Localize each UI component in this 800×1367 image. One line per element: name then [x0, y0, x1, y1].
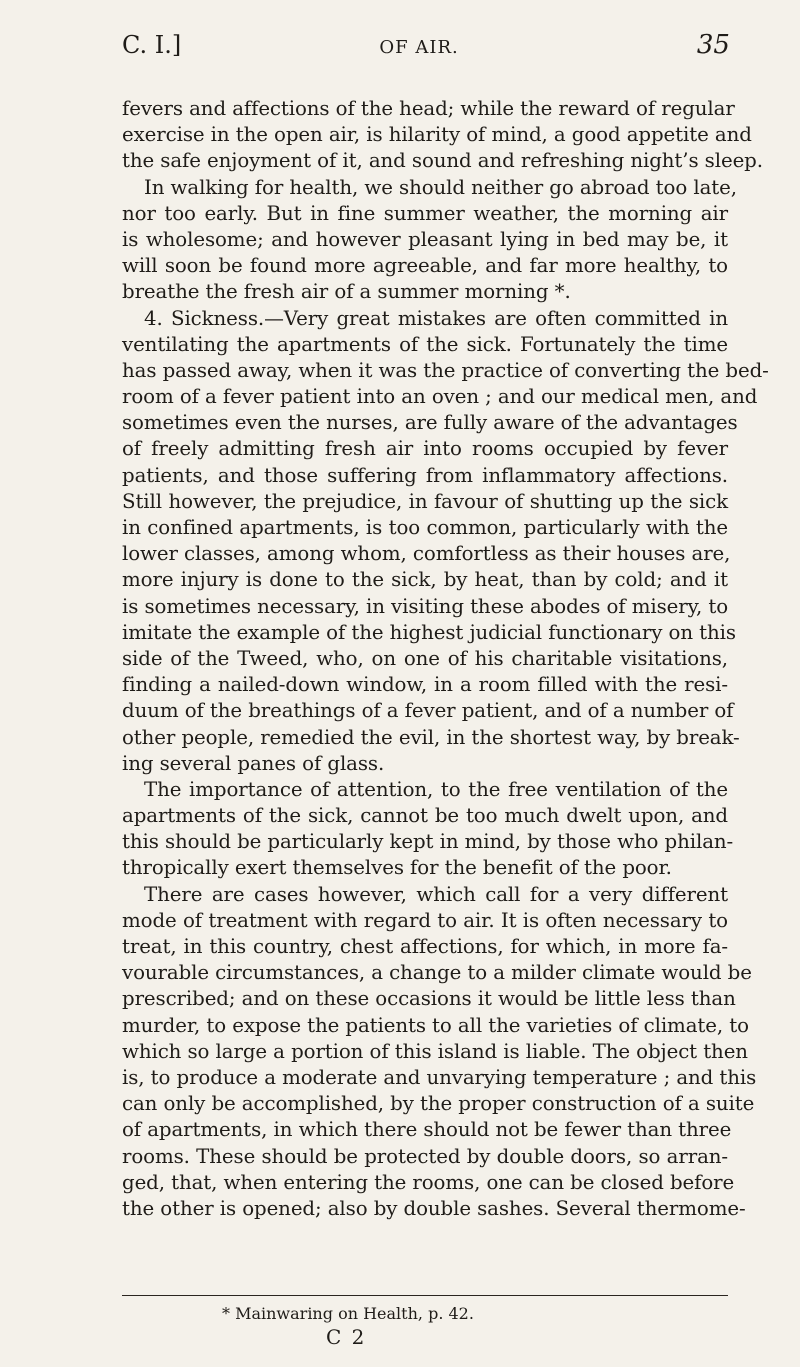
running-header — [122, 30, 730, 60]
text-line: ing several panes of glass. — [122, 751, 385, 775]
text-line: will soon be found more agreeable, and far more healthy, to — [122, 254, 728, 278]
text-line: the safe enjoyment of it, and sound and refreshing night’s sleep. — [122, 149, 763, 173]
text-line: other people, remedied the evil, in the shortest way, by break- — [122, 725, 740, 749]
text-line: ged, that, when entering the rooms, one can be closed before — [122, 1170, 735, 1194]
text-line: which so large a portion of this island is liable. The object then — [122, 1039, 748, 1063]
text-line: can only be accomplished, by the proper construction of a suite — [122, 1092, 755, 1116]
footnote-rule — [122, 1295, 728, 1296]
text-line: In walking for health, we should neither go abroad too late, — [144, 175, 737, 199]
page-number: 35 — [696, 30, 730, 60]
text-line: of apartments, in which there should not be fewer than three — [122, 1118, 732, 1142]
text-line: duum of the breathings of a fever patient, and of a number of — [122, 699, 734, 723]
text-line: room of a fever patient into an oven ; and our medical men, and — [122, 385, 758, 409]
body-text — [122, 96, 769, 1222]
chapter-marker: C. I.] — [122, 31, 182, 59]
text-line: 4. Sickness.—Very great mistakes are often committed in — [144, 306, 728, 330]
text-line: imitate the example of the highest judicial functionary on this — [122, 620, 736, 644]
text-line: thropically exert themselves for the benefit of the poor. — [122, 856, 672, 880]
text-line: finding a nailed-down window, in a room filled with the resi- — [122, 673, 728, 697]
text-line: exercise in the open air, is hilarity of mind, a good appetite and — [122, 123, 752, 147]
text-line: breathe the fresh air of a summer morning *. — [122, 280, 571, 304]
text-line: has passed away, when it was the practice of converting the bed- — [122, 358, 769, 382]
text-line: There are cases however, which call for a very different — [144, 882, 728, 906]
text-line: nor too early. But in fine summer weather, the morning air — [122, 201, 728, 225]
text-line: The importance of attention, to the free ventilation of the — [144, 777, 728, 801]
text-line: is wholesome; and however pleasant lying in bed may be, it — [122, 227, 728, 251]
text-line: sometimes even the nurses, are fully aware of the advantages — [122, 411, 738, 435]
text-line: murder, to expose the patients to all the varieties of climate, to — [122, 1013, 749, 1037]
text-line: is sometimes necessary, in visiting these abodes of misery, to — [122, 594, 729, 618]
text-line: the other is opened; also by double sashes. Several thermome- — [122, 1196, 746, 1220]
text-line: ventilating the apartments of the sick. Fortunately the time — [122, 332, 728, 356]
text-line: apartments of the sick, cannot be too much dwelt upon, and — [122, 804, 728, 828]
footnote: * Mainwaring on Health, p. 42. — [222, 1304, 474, 1323]
text-line: lower classes, among whom, comfortless as their houses are, — [122, 542, 731, 566]
text-line: side of the Tweed, who, on one of his charitable visitations, — [122, 646, 728, 670]
text-line: mode of treatment with regard to air. It is often necessary to — [122, 908, 728, 932]
text-line: vourable circumstances, a change to a milder climate would be — [122, 961, 752, 985]
text-line: fevers and affections of the head; while the reward of regular — [122, 97, 735, 120]
text-line: in confined apartments, is too common, particularly with the — [122, 516, 728, 539]
text-line: Still however, the prejudice, in favour of shutting up the sick — [122, 489, 728, 513]
text-line: patients, and those suffering from inflammatory affections. — [122, 463, 728, 487]
signature-mark: C 2 — [326, 1325, 367, 1349]
text-line: treat, in this country, chest affections, for which, in more fa- — [122, 935, 728, 958]
text-line: of freely admitting fresh air into rooms occupied by fever — [122, 437, 728, 461]
text-line: more injury is done to the sick, by heat, than by cold; and it — [122, 568, 728, 592]
text-line: is, to produce a moderate and unvarying temperature ; and this — [122, 1065, 757, 1089]
text-line: this should be particularly kept in mind, by those who philan- — [122, 830, 734, 854]
text-line: rooms. These should be protected by double doors, so arran- — [122, 1144, 728, 1168]
text-line: prescribed; and on these occasions it would be little less than — [122, 987, 736, 1011]
running-title: OF AIR. — [379, 37, 459, 58]
